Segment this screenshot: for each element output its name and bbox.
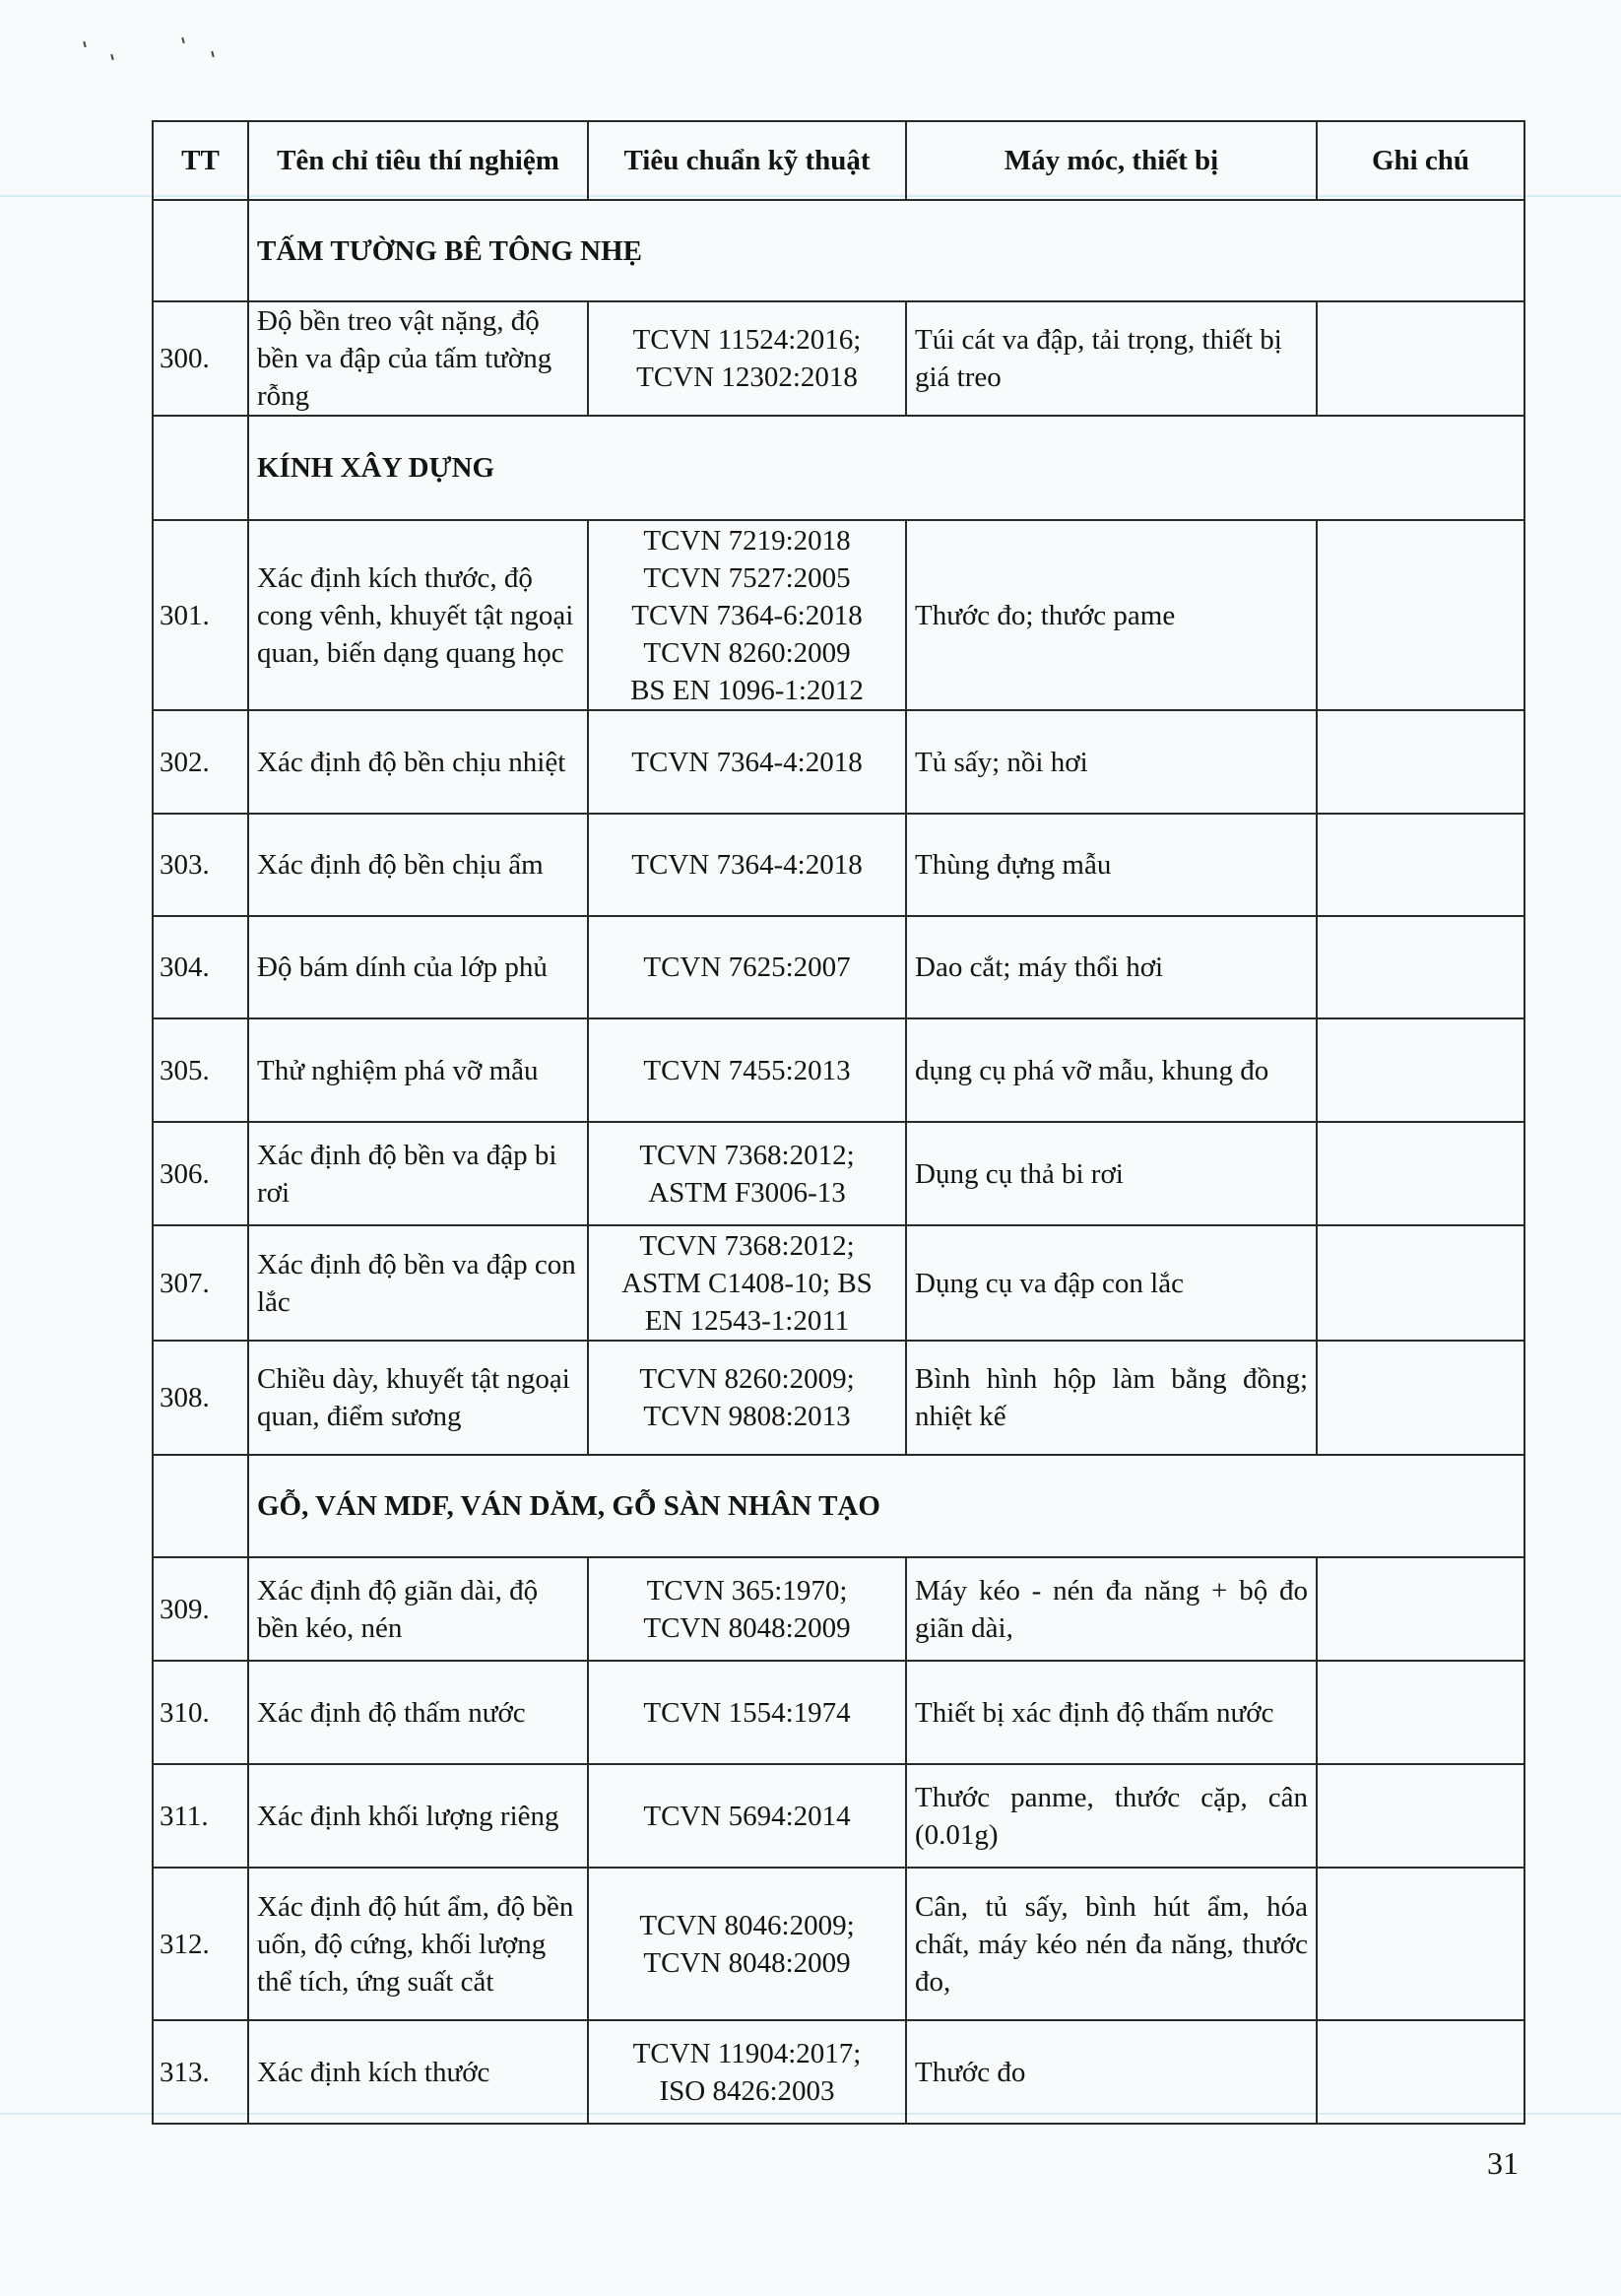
standard-code: TCVN 7368:2012; (639, 1229, 855, 1262)
standard-code: TCVN 7625:2007 (643, 951, 851, 983)
table-row (153, 1868, 1524, 2020)
standard-code: TCVN 8260:2009; (639, 1363, 855, 1395)
table-body (153, 200, 1524, 2124)
standard-code: TCVN 1554:1974 (643, 1696, 851, 1729)
row-number: 307. (153, 1225, 248, 1341)
standard-code: TCVN 7364-4:2018 (631, 746, 863, 778)
row-number: 308. (153, 1341, 248, 1455)
equipment: Thước đo (906, 2020, 1317, 2124)
equipment: Máy kéo - nén đa năng + bộ đo giãn dài, (906, 1557, 1317, 1661)
equipment: Dụng cụ va đập con lắc (906, 1225, 1317, 1341)
standard-cell (588, 1122, 906, 1225)
table-row (153, 814, 1524, 916)
standard-code: TCVN 9808:2013 (643, 1401, 851, 1432)
test-name: Xác định độ bền chịu ẩm (248, 814, 588, 916)
row-number: 313. (153, 2020, 248, 2124)
row-number: 301. (153, 520, 248, 710)
test-name: Xác định độ thấm nước (248, 1661, 588, 1764)
row-number: 306. (153, 1122, 248, 1225)
table-row (153, 2020, 1524, 2124)
standard-code: TCVN 7364-4:2018 (631, 849, 863, 881)
standard-cell (588, 1341, 906, 1455)
test-name: Độ bám dính của lớp phủ (248, 916, 588, 1018)
standard-code: TCVN 8048:2009 (643, 1946, 851, 1979)
table-row (153, 710, 1524, 814)
standard-cell (588, 1868, 906, 2020)
section-tt-cell (153, 200, 248, 301)
standard-code: TCVN 7527:2005 (643, 561, 851, 594)
test-name: Xác định khối lượng riêng (248, 1764, 588, 1868)
standard-cell (588, 1764, 906, 1868)
scan-artifacts (79, 30, 227, 59)
table-row (153, 1341, 1524, 1455)
test-name: Xác định độ hút ẩm, độ bền uốn, độ cứng, khối lượng thể tích, ứng suất cắt (248, 1868, 588, 2020)
page-number: 31 (1487, 2145, 1519, 2181)
equipment: Túi cát va đập, tải trọng, thiết bị giá treo (906, 301, 1317, 416)
note (1317, 1225, 1524, 1341)
header-tt: TT (153, 121, 248, 200)
test-name: Chiều dày, khuyết tật ngoại quan, điểm sương (248, 1341, 588, 1455)
equipment: Cân, tủ sấy, bình hút ẩm, hóa chất, máy kéo nén đa năng, thước đo, (906, 1868, 1317, 2020)
standard-code: TCVN 8260:2009 (643, 636, 851, 669)
standard-cell (588, 301, 906, 416)
note (1317, 1557, 1524, 1661)
header-equipment: Máy móc, thiết bị (906, 121, 1317, 200)
note (1317, 1122, 1524, 1225)
test-name: Thử nghiệm phá vỡ mẫu (248, 1018, 588, 1122)
equipment: Tủ sấy; nồi hơi (906, 710, 1317, 814)
note (1317, 2020, 1524, 2124)
equipment: Dụng cụ thả bi rơi (906, 1122, 1317, 1225)
standard-code: BS EN 1096-1:2012 (630, 674, 864, 706)
table-row (153, 1557, 1524, 1661)
standard-cell (588, 814, 906, 916)
table-row (153, 1661, 1524, 1764)
row-number: 303. (153, 814, 248, 916)
test-name: Xác định kích thước (248, 2020, 588, 2124)
equipment: Thiết bị xác định độ thấm nước (906, 1661, 1317, 1764)
section-tt-cell (153, 1455, 248, 1557)
standard-cell (588, 1661, 906, 1764)
equipment: Bình hình hộp làm bằng đồng; nhiệt kế (906, 1341, 1317, 1455)
test-methods-table (152, 120, 1525, 2125)
standard-code: TCVN 8046:2009; (639, 1909, 855, 1941)
equipment: dụng cụ phá vỡ mẫu, khung đo (906, 1018, 1317, 1122)
row-number: 305. (153, 1018, 248, 1122)
standard-cell (588, 916, 906, 1018)
row-number: 309. (153, 1557, 248, 1661)
table-row (153, 1764, 1524, 1868)
header-note: Ghi chú (1317, 121, 1524, 200)
table-header-row (153, 121, 1524, 200)
row-number: 300. (153, 301, 248, 416)
note (1317, 916, 1524, 1018)
note (1317, 1341, 1524, 1455)
row-number: 304. (153, 916, 248, 1018)
standard-cell (588, 2020, 906, 2124)
standard-cell (588, 1225, 906, 1341)
section-row (153, 416, 1524, 520)
section-title: GỖ, VÁN MDF, VÁN DĂM, GỖ SÀN NHÂN TẠO (248, 1455, 1524, 1557)
note (1317, 1661, 1524, 1764)
test-name: Xác định độ bền chịu nhiệt (248, 710, 588, 814)
note (1317, 1764, 1524, 1868)
standard-cell (588, 520, 906, 710)
standard-cell (588, 1018, 906, 1122)
test-name: Xác định độ giãn dài, độ bền kéo, nén (248, 1557, 588, 1661)
table-row (153, 1018, 1524, 1122)
row-number: 302. (153, 710, 248, 814)
standard-code: TCVN 8048:2009 (643, 1611, 851, 1644)
header-standard: Tiêu chuẩn kỹ thuật (588, 121, 906, 200)
standard-code: TCVN 5694:2014 (643, 1800, 851, 1832)
equipment: Thước đo; thước pame (906, 520, 1317, 710)
standard-code: TCVN 11524:2016; (632, 324, 862, 356)
standard-code: ASTM F3006-13 (648, 1176, 846, 1209)
equipment: Thước panme, thước cặp, cân (0.01g) (906, 1764, 1317, 1868)
table-row (153, 301, 1524, 416)
standard-code: TCVN 365:1970; (646, 1574, 848, 1607)
row-number: 311. (153, 1764, 248, 1868)
table-row (153, 1225, 1524, 1341)
note (1317, 301, 1524, 416)
test-name: Độ bền treo vật nặng, độ bền va đập của tấm tường rỗng (248, 301, 588, 416)
standard-code: TCVN 7364-6:2018 (631, 599, 863, 631)
note (1317, 1868, 1524, 2020)
note (1317, 710, 1524, 814)
note (1317, 814, 1524, 916)
note (1317, 1018, 1524, 1122)
section-title: KÍNH XÂY DỰNG (248, 416, 1524, 520)
standard-code: TCVN 7368:2012; (639, 1139, 855, 1171)
table-row (153, 520, 1524, 710)
table-row (153, 1122, 1524, 1225)
standard-code: ISO 8426:2003 (659, 2074, 835, 2107)
section-title: TẤM TƯỜNG BÊ TÔNG NHẸ (248, 200, 1524, 301)
standard-cell (588, 1557, 906, 1661)
test-name: Xác định độ bền va đập bi rơi (248, 1122, 588, 1225)
test-name: Xác định độ bền va đập con lắc (248, 1225, 588, 1341)
standard-code: TCVN 12302:2018 (636, 361, 858, 393)
header-test-name: Tên chỉ tiêu thí nghiệm (248, 121, 588, 200)
standard-code: ASTM C1408-10; BS (621, 1267, 873, 1299)
row-number: 312. (153, 1868, 248, 2020)
standard-code: TCVN 11904:2017; (632, 2037, 862, 2069)
row-number: 310. (153, 1661, 248, 1764)
standard-cell (588, 710, 906, 814)
section-tt-cell (153, 416, 248, 520)
test-name: Xác định kích thước, độ cong vênh, khuyết tật ngoại quan, biến dạng quang học (248, 520, 588, 710)
equipment: Dao cắt; máy thổi hơi (906, 916, 1317, 1018)
note (1317, 520, 1524, 710)
equipment: Thùng đựng mẫu (906, 814, 1317, 916)
standard-code: TCVN 7219:2018 (643, 524, 851, 557)
standard-code: EN 12543-1:2011 (644, 1304, 850, 1337)
table-row (153, 916, 1524, 1018)
section-row (153, 200, 1524, 301)
section-row (153, 1455, 1524, 1557)
standard-code: TCVN 7455:2013 (643, 1054, 851, 1086)
